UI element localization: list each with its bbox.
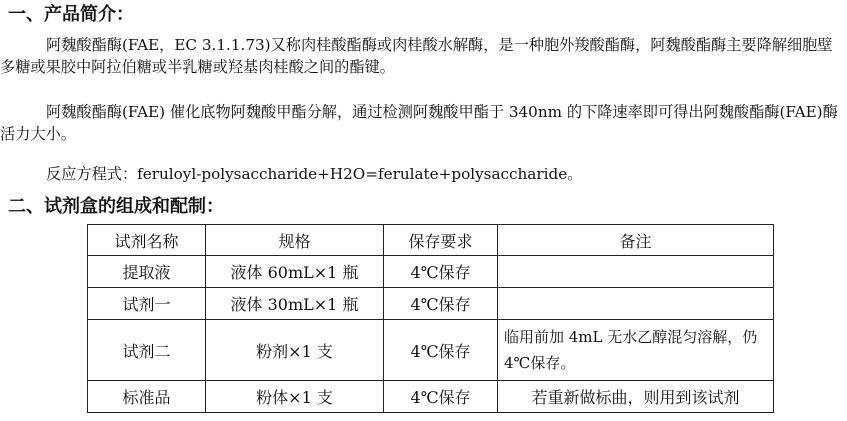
cell-reagent-name: 标准品 (88, 381, 206, 413)
section2-heading: 二、试剂盒的组成和配制： (8, 196, 224, 217)
cell-reagent-name: 试剂一 (88, 288, 206, 320)
kit-components-table (87, 224, 774, 413)
cell-reagent-name: 试剂二 (88, 320, 206, 381)
section1-heading: 一、产品简介： (8, 4, 134, 25)
cell-notes: 临用前加 4mL 无水乙醇混匀溶解，仍 4℃保存。 (498, 320, 774, 381)
header-notes: 备注 (498, 225, 774, 256)
header-reagent-name: 试剂名称 (88, 225, 206, 256)
intro-paragraph-2: 阿魏酸酯酶(FAE) 催化底物阿魏酸甲酯分解，通过检测阿魏酸甲酯于 340nm 的下降速率即可得出阿魏酸酯酶(FAE)酶活力大小。 (0, 103, 838, 143)
cell-spec: 粉体×1 支 (206, 381, 384, 413)
cell-notes (498, 288, 774, 320)
cell-spec: 液体 60mL×1 瓶 (206, 256, 384, 288)
table-row (88, 381, 774, 413)
cell-notes: 若重新做标曲，则用到该试剂 (498, 381, 774, 413)
table-row (88, 288, 774, 320)
header-storage: 保存要求 (384, 225, 498, 256)
table-row (88, 320, 774, 381)
cell-reagent-name: 提取液 (88, 256, 206, 288)
table-header-row (88, 225, 774, 256)
cell-storage: 4℃保存 (384, 320, 498, 381)
cell-notes (498, 256, 774, 288)
cell-storage: 4℃保存 (384, 381, 498, 413)
reaction-equation: 反应方程式：feruloyl-polysaccharide+H2O=ferulate+polysaccharide。 (46, 165, 583, 183)
cell-storage: 4℃保存 (384, 288, 498, 320)
cell-spec: 粉剂×1 支 (206, 320, 384, 381)
cell-storage: 4℃保存 (384, 256, 498, 288)
cell-spec: 液体 30mL×1 瓶 (206, 288, 384, 320)
table-row (88, 256, 774, 288)
intro-paragraph-1: 阿魏酸酯酶(FAE，EC 3.1.1.73)又称肉桂酸酯酶或肉桂酸水解酶，是一种胞外羧酸酯酶，阿魏酸酯酶主要降解细胞壁多糖或果胶中阿拉伯糖或半乳糖或羟基肉桂酸之间的酯键。 (0, 36, 833, 76)
header-spec: 规格 (206, 225, 384, 256)
